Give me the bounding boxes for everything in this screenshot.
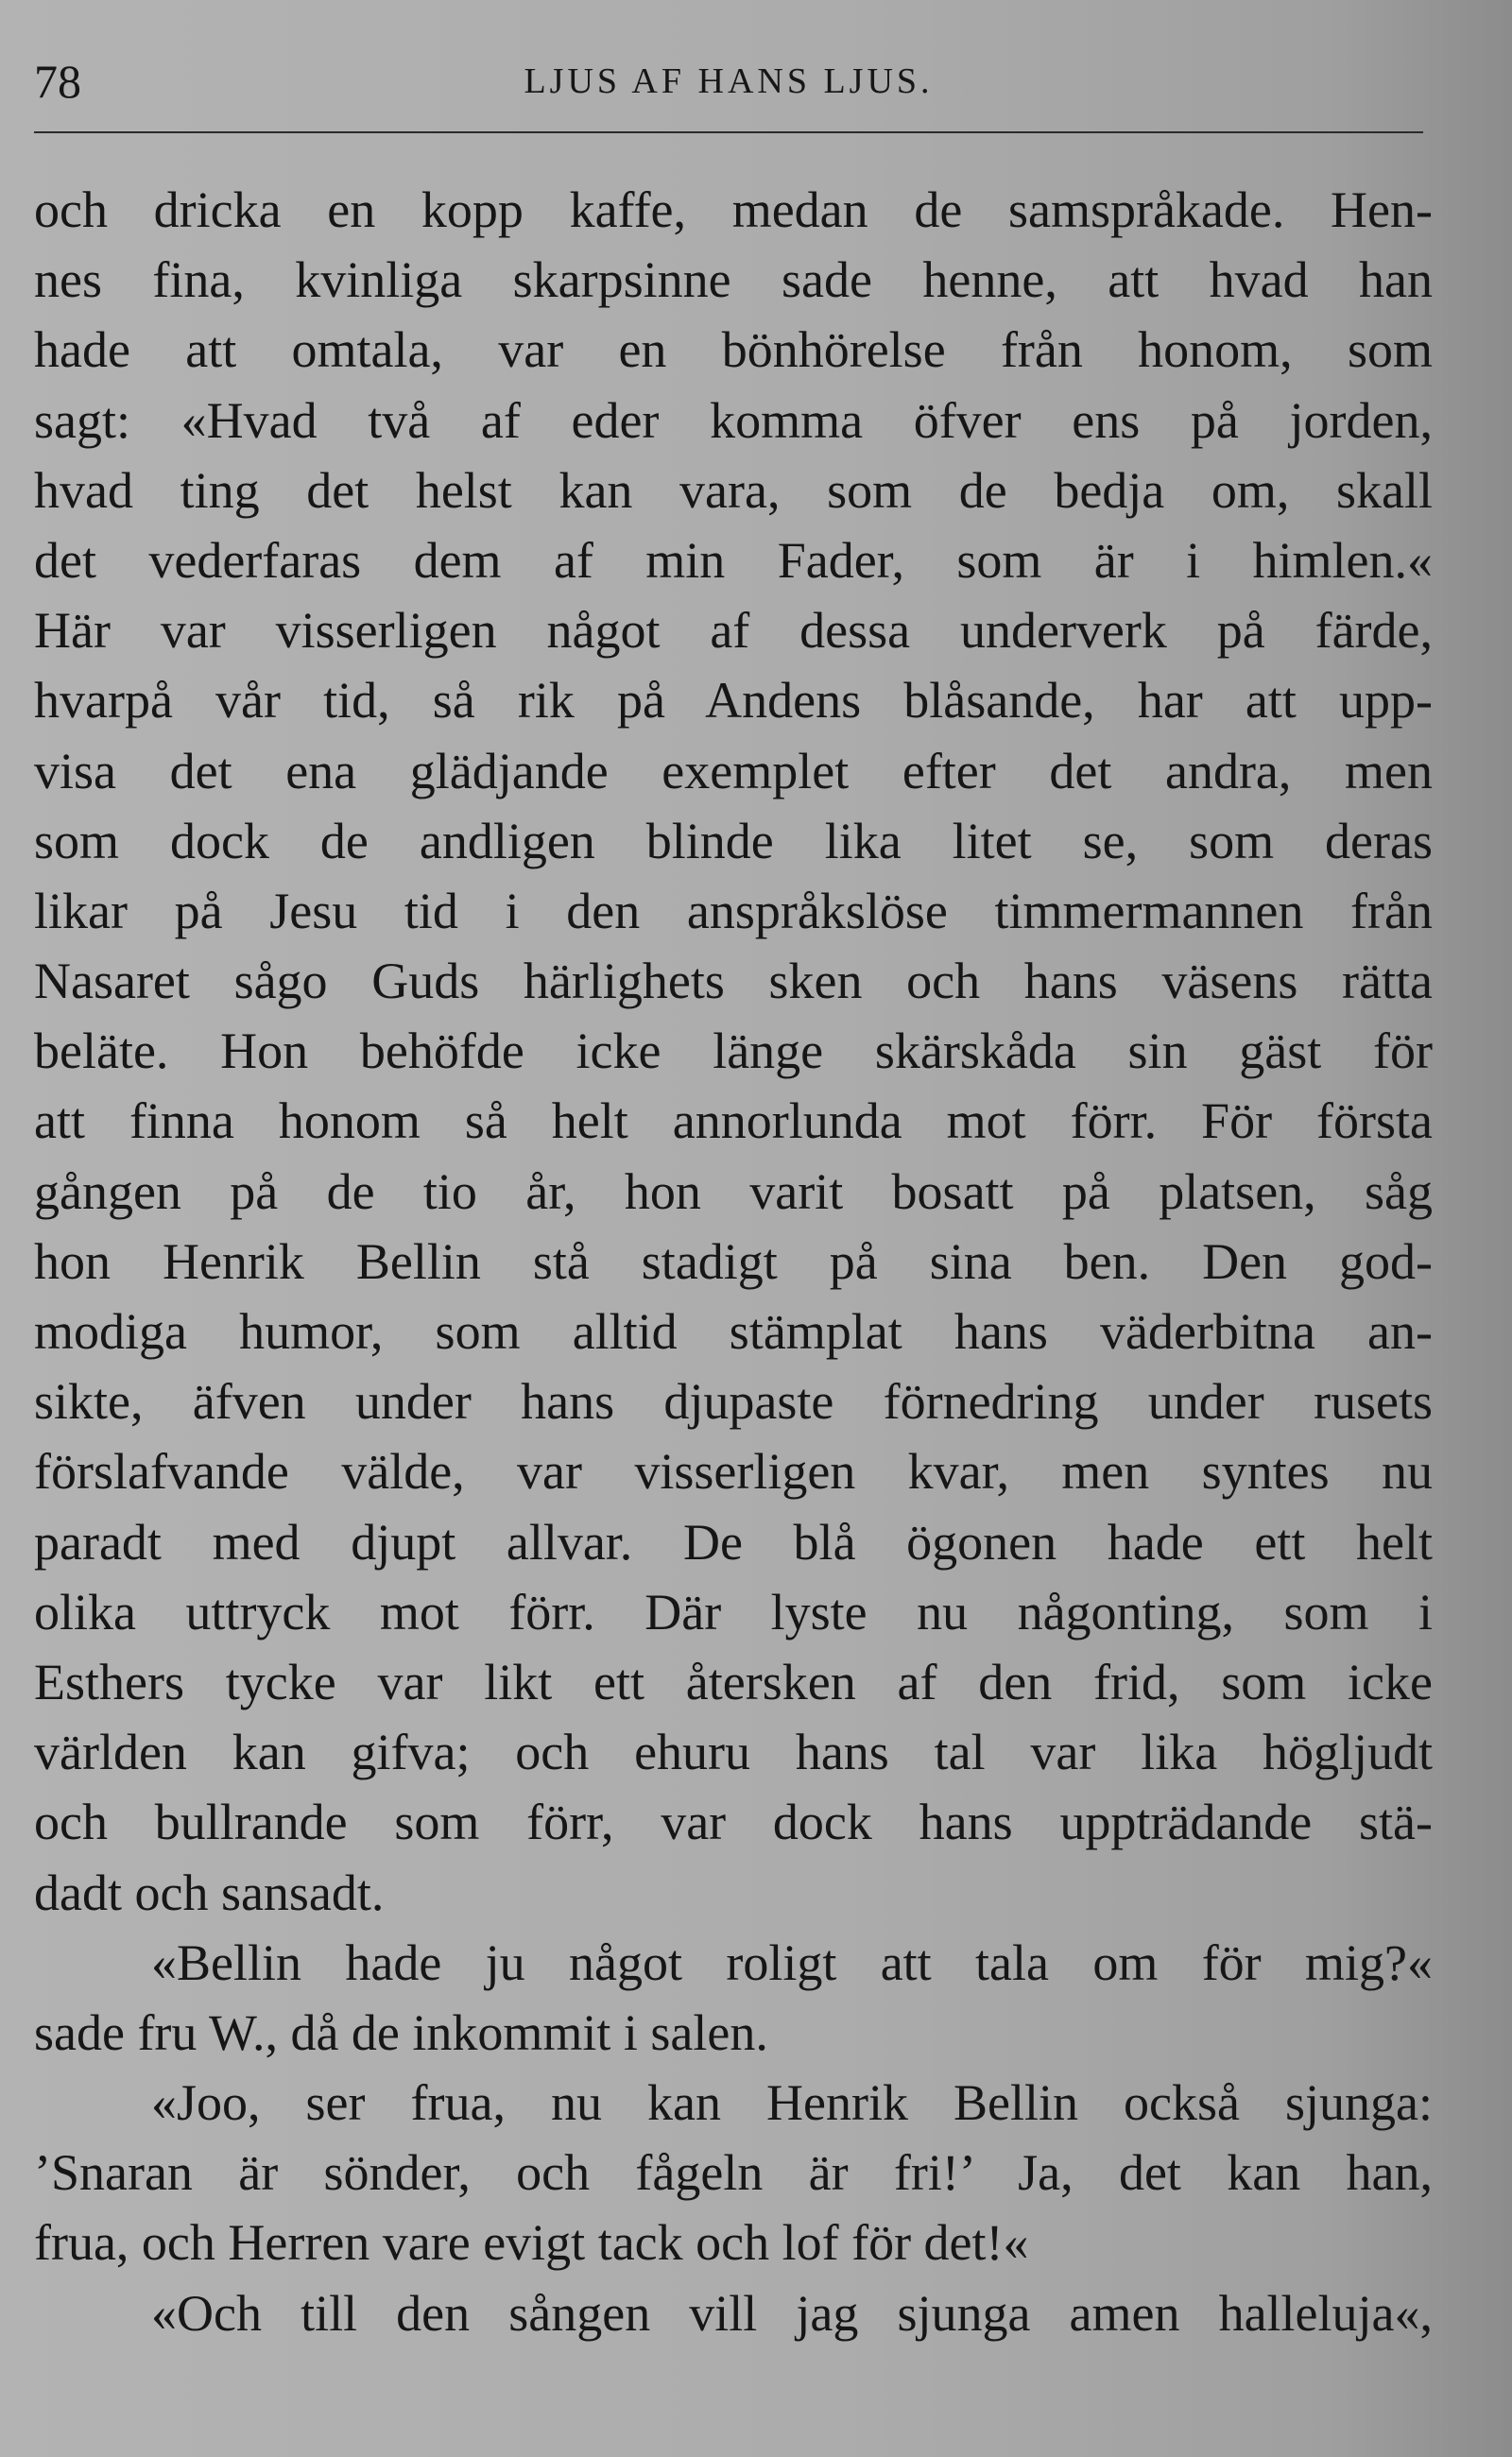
text-line: som dock de andligen blinde lika litet se, som deras: [34, 812, 1433, 869]
page-number: 78: [34, 55, 81, 108]
text-line: Här var visserligen något af dessa underverk på färde,: [34, 602, 1433, 660]
header-rule: [34, 131, 1423, 133]
text-line: det vederfaras dem af min Fader, som är i himlen.«: [34, 531, 1433, 589]
text-line: ’Snaran är sönder, och fågeln är fri!’ Ja, det kan han,: [34, 2144, 1433, 2202]
text-line-paragraph-start: «Joo, ser frua, nu kan Henrik Bellin också sjunga:: [151, 2074, 1433, 2132]
text-line: likar på Jesu tid i den anspråkslöse timmermannen från: [34, 882, 1433, 939]
text-line: sagt: «Hvad två af eder komma öfver ens på jorden,: [34, 391, 1433, 449]
text-line: hvad ting det helst kan vara, som de bedja om, skall: [34, 461, 1433, 519]
text-line: världen kan gifva; och ehuru hans tal var lika högljudt: [34, 1724, 1433, 1781]
text-line-paragraph-end: dadt och sansadt.: [34, 1864, 385, 1921]
text-line: hon Henrik Bellin stå stadigt på sina ben. Den god-: [34, 1232, 1433, 1290]
text-line: och dricka en kopp kaffe, medan de samspråkade. Hen-: [34, 181, 1433, 238]
text-line: Nasaret sågo Guds härlighets sken och hans väsens rätta: [34, 953, 1433, 1010]
text-line: modiga humor, som alltid stämplat hans väderbitna an-: [34, 1303, 1433, 1360]
text-line: gången på de tio år, hon varit bosatt på platsen, såg: [34, 1162, 1433, 1220]
text-line-paragraph-start: «Och till den sången vill jag sjunga amen halleluja«,: [151, 2284, 1433, 2342]
text-line: olika uttryck mot förr. Där lyste nu någonting, som i: [34, 1583, 1433, 1641]
text-line: visa det ena glädjande exemplet efter det andra, men: [34, 742, 1433, 799]
text-line: hade att omtala, var en bönhörelse från honom, som: [34, 321, 1433, 379]
text-line: Esthers tycke var likt ett återsken af den frid, som icke: [34, 1653, 1433, 1710]
text-line: och bullrande som förr, var dock hans uppträdande stä-: [34, 1794, 1433, 1851]
text-line: nes fina, kvinliga skarpsinne sade henne, att hvad han: [34, 251, 1433, 309]
running-title: LJUS AF HANS LJUS.: [524, 61, 934, 101]
text-line: sikte, äfven under hans djupaste förnedring under rusets: [34, 1373, 1433, 1431]
body-text: [34, 175, 1433, 2348]
text-line: förslafvande välde, var visserligen kvar, men syntes nu: [34, 1443, 1433, 1501]
text-line: paradt med djupt allvar. De blå ögonen hade ett helt: [34, 1513, 1433, 1571]
text-line-paragraph-end: frua, och Herren vare evigt tack och lof för det!«: [34, 2214, 1029, 2272]
text-line: att finna honom så helt annorlunda mot förr. För första: [34, 1092, 1433, 1150]
text-line: hvarpå vår tid, så rik på Andens blåsande, har att upp-: [34, 672, 1433, 730]
text-line-paragraph-end: sade fru W., då de inkommit i salen.: [34, 2003, 768, 2061]
running-head: [34, 53, 1423, 110]
text-line: beläte. Hon behöfde icke länge skärskåda sin gäst för: [34, 1022, 1433, 1080]
text-line-paragraph-start: «Bellin hade ju något roligt att tala om för mig?«: [151, 1933, 1433, 1991]
